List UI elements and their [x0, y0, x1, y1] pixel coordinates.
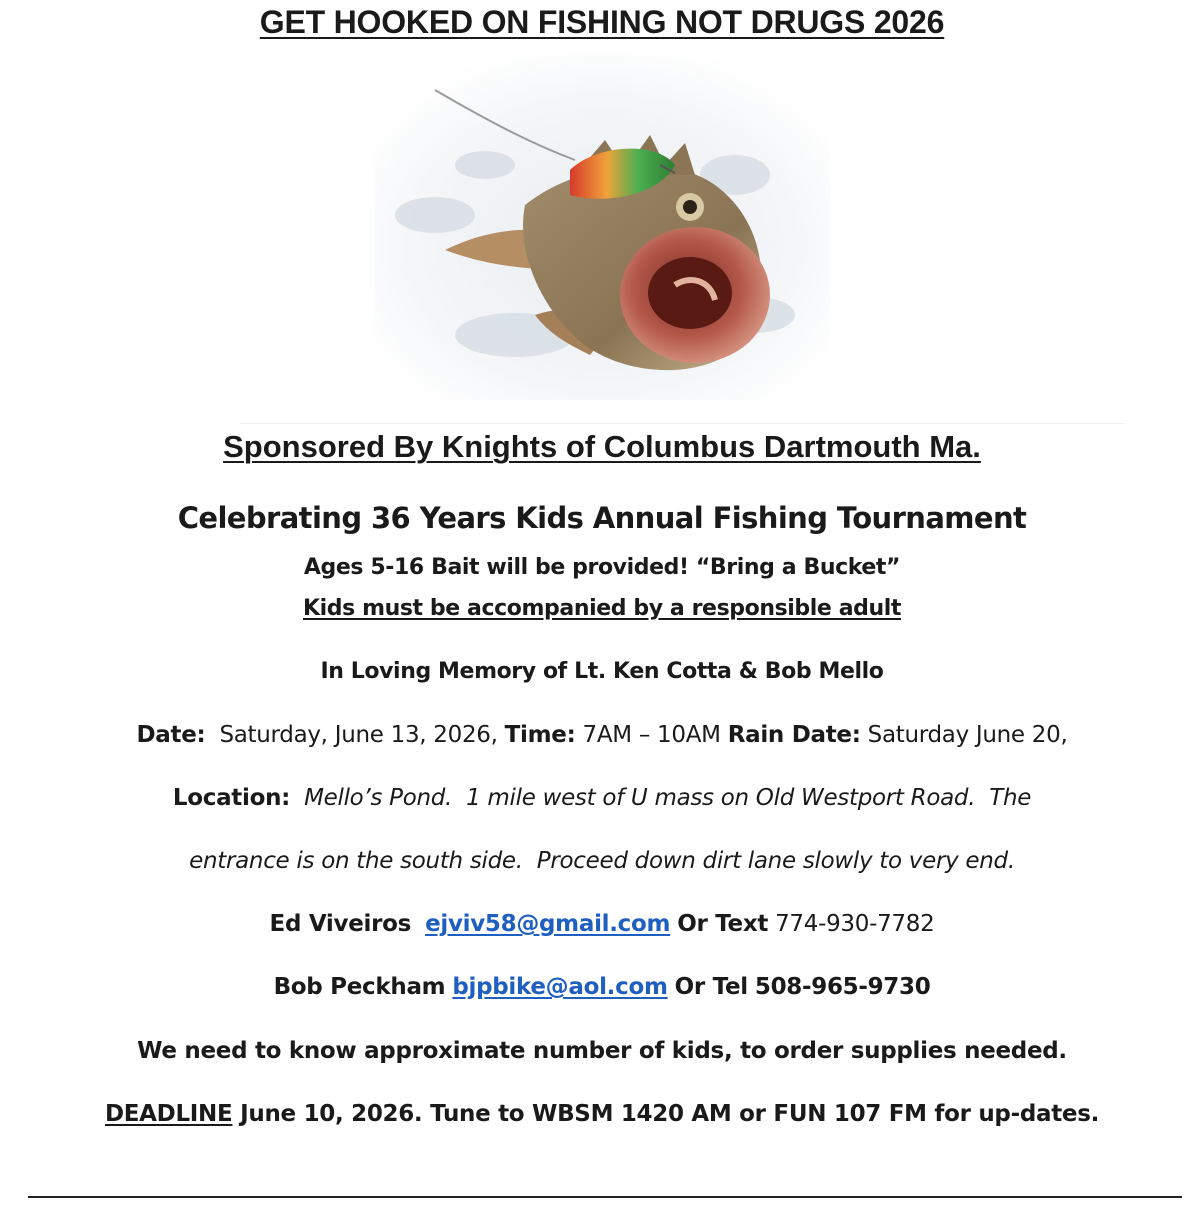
location-line-2: [0, 848, 1204, 874]
rain-date-value: Saturday June 20,: [867, 722, 1068, 748]
date-line: [0, 722, 1204, 748]
deadline-text: June 10, 2026. Tune to WBSM 1420 AM or FUN 107 FM for up-dates.: [240, 1101, 1100, 1127]
contact-method: Or Text: [677, 911, 769, 937]
contact-email-link[interactable]: bjpbike@aol.com: [452, 974, 668, 1000]
ages-line: Ages 5-16 Bait will be provided! “Bring a Bucket”: [303, 555, 901, 580]
deadline-label: DEADLINE: [104, 1101, 233, 1127]
bass-fish-illustration: [375, 55, 830, 400]
rain-date-label: Rain Date:: [727, 722, 861, 748]
time-value: 7AM – 10AM: [582, 722, 721, 748]
sponsor-heading: Sponsored By Knights of Columbus Dartmouth Ma.: [223, 429, 981, 464]
contact-name: Ed Viveiros: [269, 911, 412, 937]
date-label: Date:: [136, 722, 206, 748]
need-line: We need to know approximate number of kids, to order supplies needed.: [137, 1038, 1067, 1064]
location-line-1: [0, 785, 1204, 811]
location-text-1: Mello’s Pond. 1 mile west of U mass on Old Westport Road. The: [304, 785, 1032, 811]
date-value: Saturday, June 13, 2026,: [219, 722, 498, 748]
location-label: Location:: [172, 785, 291, 811]
accompanied-line: Kids must be accompanied by a responsible adult: [302, 596, 902, 621]
contact-bob: [0, 974, 1204, 1000]
contact-method: Or Tel: [674, 974, 748, 1000]
contact-ed: [0, 911, 1204, 937]
celebrating-heading: Celebrating 36 Years Kids Annual Fishing Tournament: [177, 501, 1027, 535]
flyer-title: GET HOOKED ON FISHING NOT DRUGS 2026: [259, 4, 945, 40]
contact-name: Bob Peckham: [273, 974, 446, 1000]
deadline-line: [0, 1101, 1204, 1127]
memory-line: In Loving Memory of Lt. Ken Cotta & Bob Mello: [320, 659, 884, 684]
bottom-divider: [28, 1196, 1182, 1198]
contact-phone: 508-965-9730: [754, 974, 931, 1000]
contact-phone: 774-930-7782: [775, 911, 935, 937]
faint-divider: [240, 423, 1125, 424]
location-text-2: entrance is on the south side. Proceed down dirt lane slowly to very end.: [189, 848, 1015, 874]
contact-email-link[interactable]: ejviv58@gmail.com: [425, 911, 671, 937]
time-label: Time:: [504, 722, 576, 748]
